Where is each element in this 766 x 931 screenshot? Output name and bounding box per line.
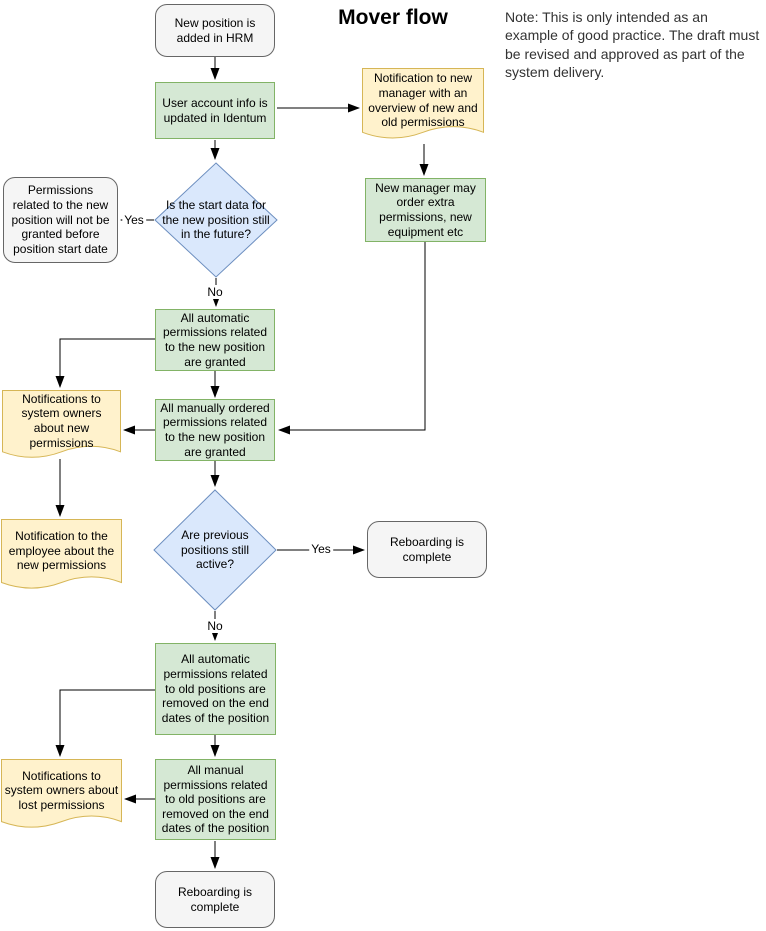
- node-auto-permissions-removed-label: All automatic permissions related to old positions are removed on the end dates of the position: [161, 652, 270, 725]
- node-decision-previous-positions-label: Are previous positions still active?: [180, 528, 249, 572]
- node-reboarding-complete-bottom-label: Reboarding is complete: [177, 884, 253, 914]
- node-notify-new-manager: [362, 68, 484, 144]
- node-reboarding-complete-right-label: Reboarding is complete: [389, 534, 465, 564]
- node-reboarding-complete-right: [367, 521, 487, 578]
- node-manual-permissions-granted: [155, 399, 275, 461]
- node-notify-owners-lost: [1, 759, 122, 833]
- node-decision-start-date: [154, 162, 278, 278]
- node-manual-permissions-removed-label: All manual permissions related to old positions are removed on the end dates of the position: [161, 762, 270, 836]
- edge-label-no-2: No: [207, 619, 223, 633]
- edge-label-no-1: No: [207, 285, 223, 299]
- edge-label-yes-1: Yes: [124, 213, 144, 227]
- node-notify-employee-label: Notification to the employee about the new permissions: [8, 529, 115, 573]
- node-notify-owners-new: [2, 390, 121, 463]
- node-auto-permissions-granted: [155, 309, 275, 371]
- diagram-title: Mover flow: [338, 6, 448, 29]
- node-not-granted-before-start: [3, 177, 118, 263]
- node-notify-owners-lost-label: Notifications to system owners about lost permissions: [4, 768, 119, 812]
- node-new-position-hrm-label: New position is added in HRM: [174, 15, 256, 45]
- node-notify-new-manager-label: Notification to new manager with an overview of new and old permissions: [368, 71, 478, 130]
- node-decision-start-date-label: Is the start data for the new position still in the future?: [162, 198, 270, 242]
- node-auto-permissions-removed: [155, 643, 276, 735]
- edge-auto-new-to-notify-owners: [60, 339, 155, 387]
- node-notify-employee: [1, 519, 122, 594]
- edge-auto-old-to-notify-lost: [60, 690, 155, 756]
- node-decision-previous-positions: [153, 489, 277, 611]
- node-notify-owners-new-label: Notifications to system owners about new permissions: [21, 391, 102, 450]
- edge-label-yes-2: Yes: [311, 542, 331, 556]
- node-new-position-hrm: [155, 4, 275, 57]
- edge-order-to-manual-new: [279, 242, 425, 430]
- node-manual-permissions-granted-label: All manually ordered permissions related to the new position are granted: [160, 400, 270, 459]
- node-not-granted-before-start-label: Permissions related to the new position will not be granted before position start date: [11, 183, 110, 256]
- node-auto-permissions-granted-label: All automatic permissions related to the new position are granted: [162, 310, 268, 369]
- note-text: Note: This is only intended as an example of good practice. The draft must be revised and approved as part of the system delivery.: [505, 9, 760, 81]
- node-manager-order-extra: [365, 178, 486, 242]
- node-reboarding-complete-bottom: [155, 871, 275, 928]
- node-user-account-updated: [155, 82, 275, 139]
- node-manager-order-extra-label: New manager may order extra permissions, new equipment etc: [375, 180, 476, 239]
- node-user-account-updated-label: User account info is updated in Identum: [162, 95, 268, 125]
- node-manual-permissions-removed: [155, 759, 276, 840]
